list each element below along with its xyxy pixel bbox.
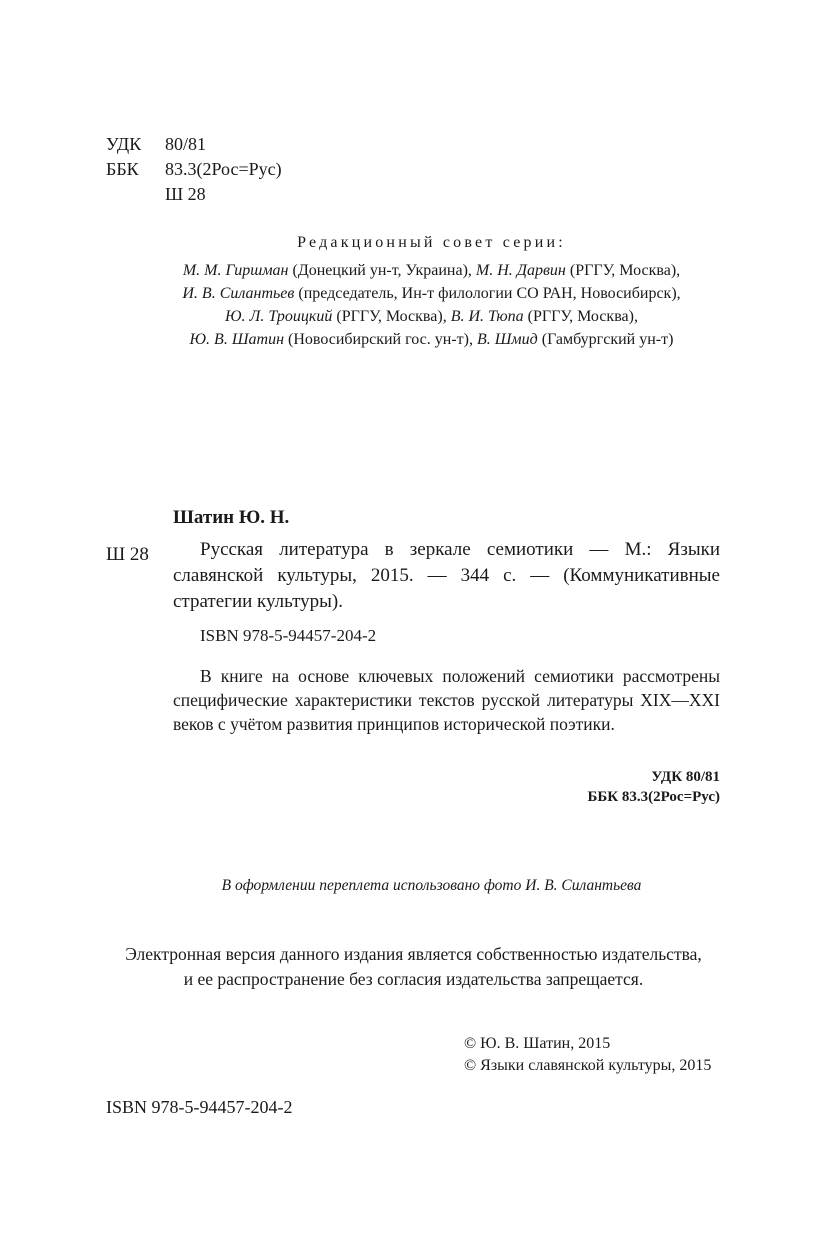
author-mark-row — [106, 182, 206, 206]
bbk-label: ББК — [106, 159, 139, 179]
bbk-value: 83.3(2Рос=Рус) — [165, 159, 282, 179]
book-description: Русская литература в зеркале семиотики — М.: Языки славянской культуры, 2015. — 344 с. — (Коммуникативные стратегии культуры). — [173, 539, 720, 612]
council-member-name: М. Н. Дарвин — [475, 262, 566, 279]
council-line-1 — [0, 260, 827, 282]
council-line-3 — [0, 306, 827, 328]
council-member-name: И. В. Силантьев — [182, 285, 295, 302]
notice-line-1: Электронная версия данного издания является собственностью издательства, — [125, 944, 702, 964]
udk-label: УДК — [106, 134, 142, 154]
council-member-name: М. М. Гиршман — [182, 262, 289, 279]
council-line-2 — [0, 283, 827, 305]
council-member-affil: (РГГУ, Москва), — [565, 262, 681, 279]
bbk-row — [106, 157, 282, 181]
notice-line-2: и ее распространение без согласия издательства запрещается. — [183, 969, 644, 989]
book-abstract: В книге на основе ключевых положений семиотики рассмотрены специфические характеристики текстов русской литературы XIX—XXI веков с учётом развития принципов исторической поэтики. — [173, 666, 720, 734]
copyright-author: © Ю. В. Шатин, 2015 — [464, 1035, 611, 1052]
isbn-bottom: ISBN 978-5-94457-204-2 — [106, 1097, 293, 1117]
council-member-affil: (РГГУ, Москва), — [332, 308, 451, 325]
copyright-publisher: © Языки славянской культуры, 2015 — [464, 1057, 712, 1074]
udk-row — [106, 132, 206, 156]
council-member-affil: (Новосибирский гос. ун-т), — [284, 331, 477, 348]
council-line-4 — [0, 329, 827, 351]
book-isbn: ISBN 978-5-94457-204-2 — [200, 626, 377, 645]
council-member-name: В. Шмид — [476, 331, 538, 348]
udk-value: 80/81 — [165, 134, 207, 154]
council-member-affil: (Гамбургский ун-т) — [537, 331, 674, 348]
udk-bold: УДК 80/81 — [651, 769, 720, 785]
author-mark: Ш 28 — [165, 184, 206, 204]
editorial-council-title: Редакционный совет серии: — [297, 234, 566, 251]
council-member-affil: (Донецкий ун-т, Украина), — [288, 262, 476, 279]
electronic-version-notice — [0, 942, 827, 992]
cover-photo-note: В оформлении переплета использовано фото И. В. Силантьева — [221, 877, 642, 894]
council-member-affil: (РГГУ, Москва), — [523, 308, 638, 325]
book-shelf-mark: Ш 28 — [106, 544, 149, 565]
council-member-name: В. И. Тюпа — [450, 308, 524, 325]
council-member-name: Ю. В. Шатин — [189, 331, 284, 348]
council-member-name: Ю. Л. Троицкий — [225, 308, 333, 325]
council-member-affil: (председатель, Ин-т филологии СО РАН, Новосибирск), — [294, 285, 681, 302]
book-author: Шатин Ю. Н. — [173, 507, 290, 528]
bbk-bold: ББК 83.3(2Рос=Рус) — [587, 789, 720, 805]
